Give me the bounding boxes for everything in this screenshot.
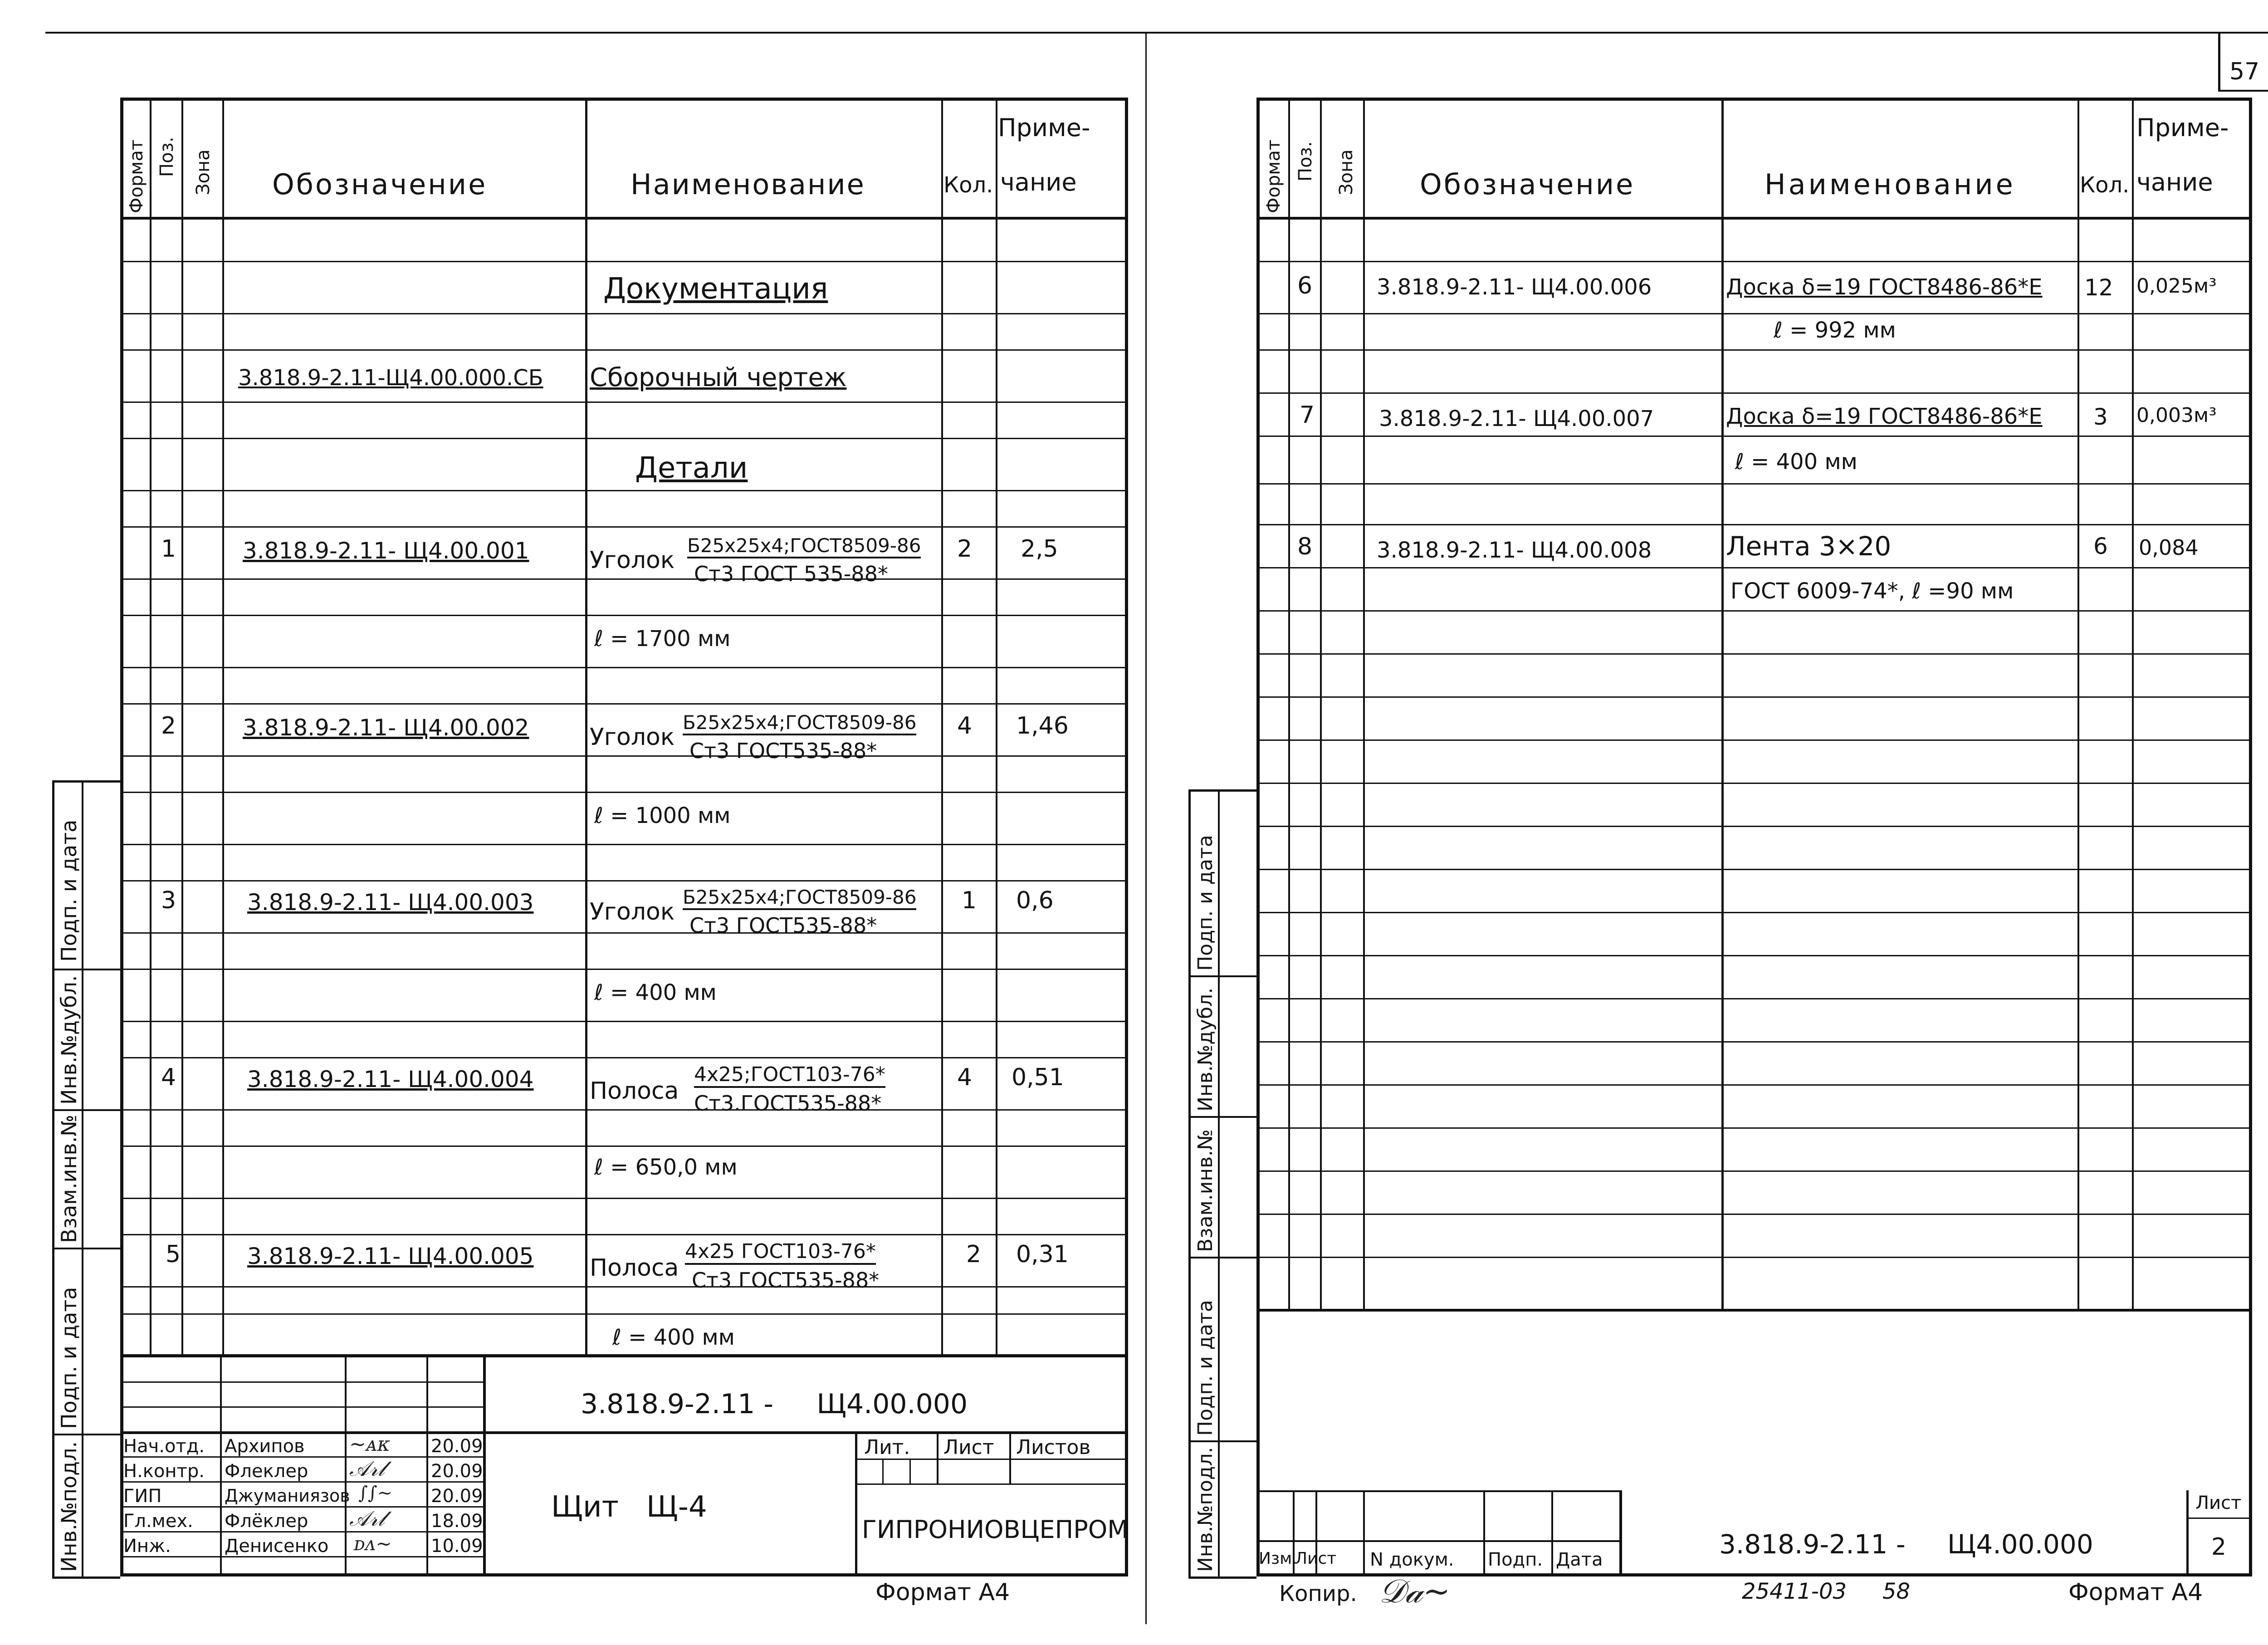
stamp-date: 20.09 <box>431 1436 483 1457</box>
left-stamp-org: ГИПРОНИОВЦЕПРОМ <box>862 1515 1129 1544</box>
row-name-main: Уголок <box>590 547 675 574</box>
left-col-line <box>585 98 587 1356</box>
right-format-label: Формат А4 <box>2068 1579 2203 1606</box>
right-margin-label: Подп. и дата <box>1194 1300 1217 1436</box>
row-name: Лента 3×20 <box>1726 531 1892 562</box>
row-length: ℓ = 650,0 мм <box>594 1155 738 1180</box>
row-pos: 3 <box>161 887 176 914</box>
assembly-name: Сборочный чертеж <box>590 363 847 392</box>
left-col-line <box>222 98 224 1356</box>
signature-3: ∫∫~ <box>358 1483 393 1503</box>
header-name: Наименование <box>631 168 865 201</box>
row-qty: 12 <box>2084 274 2113 301</box>
row-qty: 2 <box>957 535 973 563</box>
right-stamp-doc-number: 3.818.9-2.11 - Щ4.00.000 <box>1719 1529 2093 1560</box>
row-qty: 4 <box>957 1064 973 1091</box>
row-qty: 2 <box>966 1241 982 1268</box>
stamp-date: 20.09 <box>431 1461 483 1482</box>
row-pos: 4 <box>161 1064 176 1091</box>
row-designation: 3.818.9-2.11- Щ4.00.001 <box>243 538 529 564</box>
stamp-role: Инж. <box>123 1536 171 1557</box>
header-name: Наименование <box>1765 168 2016 201</box>
left-stamp-title: Щит Щ-4 <box>551 1490 707 1524</box>
header-note-1: Приме- <box>998 113 1090 142</box>
row-designation: 3.818.9-2.11- Щ4.00.007 <box>1379 406 1654 431</box>
center-fold-line <box>1145 32 1147 1624</box>
right-stamp-col: Изм. <box>1259 1549 1297 1568</box>
left-header-rule <box>120 217 1128 220</box>
row-name-frac-bottom: Ст3 ГОСТ535-88* <box>692 1268 880 1292</box>
row-pos: 7 <box>1300 401 1315 429</box>
right-margin-label: Взам.инв.№ <box>1194 1129 1217 1252</box>
right-stamp-col: N докум. <box>1370 1549 1454 1570</box>
row-name-frac-top: 4х25;ГОСТ103-76* <box>694 1063 885 1088</box>
row-name: Доска δ=19 ГОСТ8486-86*Е <box>1726 404 2043 429</box>
row-name-frac-bottom: Ст3 ГОСТ535-88* <box>689 913 877 938</box>
left-margin-label: Подп. и дата <box>57 819 81 962</box>
row-pos: 5 <box>166 1241 181 1268</box>
right-stamp-col: Дата <box>1556 1549 1603 1570</box>
row-pos: 6 <box>1297 272 1313 299</box>
stamp-date: 18.09 <box>431 1511 483 1532</box>
right-margin-label: Инв.№дубл. <box>1194 987 1217 1111</box>
row-name-main: Уголок <box>590 898 675 925</box>
header-zone: Зона <box>193 149 214 195</box>
section-details: Детали <box>635 451 748 485</box>
right-stamp-col: Подп. <box>1488 1549 1543 1570</box>
row-designation: 3.818.9-2.11- Щ4.00.006 <box>1377 274 1652 300</box>
page-number-box-left <box>2218 32 2220 91</box>
right-stamp-col: Лист <box>1295 1549 1337 1568</box>
row-note: 0,025м³ <box>2136 274 2217 298</box>
bottom-code: 25411-03 <box>1742 1579 1847 1604</box>
stamp-person: Денисенко <box>225 1536 329 1557</box>
header-designation: Обозначение <box>272 168 488 201</box>
right-col-line <box>1363 98 1365 1311</box>
row-qty: 3 <box>2093 404 2108 430</box>
header-qty: Кол. <box>2080 172 2130 198</box>
left-stamp-doc-number: 3.818.9-2.11 - Щ4.00.000 <box>581 1388 968 1420</box>
signature-5: ᴅᴧ~ <box>354 1532 392 1555</box>
header-zone: Зона <box>1336 149 1357 195</box>
stamp-role: Гл.мех. <box>123 1511 193 1532</box>
signature-1: ~ᴀᴋ <box>349 1433 389 1456</box>
signature-2: 𝒜𝓇𝓁 <box>349 1456 385 1481</box>
row-name-frac-top: Б25х25х4;ГОСТ8509-86 <box>687 534 921 558</box>
right-col-line <box>1721 98 1724 1311</box>
stamp-person: Джуманиязов <box>225 1486 350 1506</box>
copy-signature: 𝒟𝒶~ <box>1379 1572 1451 1610</box>
right-margin-label: Подп. и дата <box>1194 835 1217 971</box>
row-qty: 1 <box>962 887 977 914</box>
row-name-main: Полоса <box>590 1077 679 1105</box>
row-name-main: Уголок <box>590 724 675 751</box>
left-col-line <box>941 98 943 1356</box>
header-note-2: чание <box>1000 168 1077 196</box>
left-margin-label: Инв.№дубл. <box>57 975 81 1105</box>
row-length: ℓ = 400 мм <box>1735 449 1857 475</box>
right-stamp-sheet-label: Лист <box>2195 1493 2242 1513</box>
assembly-designation: 3.818.9-2.11-Щ4.00.000.СБ <box>238 365 543 391</box>
copy-label: Копир. <box>1279 1581 1357 1606</box>
row-length: ℓ = 1000 мм <box>594 803 731 828</box>
header-pos: Поз. <box>156 137 177 177</box>
row-name-frac-bottom: Ст3 ГОСТ 535-88* <box>694 562 888 586</box>
row-pos: 8 <box>1297 533 1313 560</box>
row-designation: 3.818.9-2.11- Щ4.00.002 <box>243 715 529 741</box>
left-col-line <box>150 98 152 1356</box>
header-format: Формат <box>126 139 147 213</box>
row-note: 0,51 <box>1012 1064 1064 1091</box>
row-name-frac-bottom: Ст3 ГОСТ535-88* <box>689 739 877 763</box>
row-designation: 3.818.9-2.11- Щ4.00.008 <box>1377 538 1652 563</box>
row-length: ℓ = 1700 мм <box>594 626 731 651</box>
row-name-frac-top: Б25х25х4;ГОСТ8509-86 <box>683 886 916 910</box>
stamp-role: Нач.отд. <box>123 1436 205 1457</box>
left-stamp-lit: Лит. <box>864 1436 910 1459</box>
header-note-1: Приме- <box>2136 113 2229 142</box>
row-designation: 3.818.9-2.11- Щ4.00.004 <box>247 1066 534 1092</box>
left-format-label: Формат А4 <box>875 1579 1010 1606</box>
right-col-line <box>2132 98 2134 1311</box>
row-length: ℓ = 400 мм <box>612 1325 735 1350</box>
row-qty: 6 <box>2093 533 2108 559</box>
right-stamp-sheet-value: 2 <box>2211 1533 2227 1561</box>
row-designation: 3.818.9-2.11- Щ4.00.005 <box>247 1243 534 1269</box>
row-note: 1,46 <box>1016 712 1069 739</box>
page-number: 57 <box>2229 58 2260 85</box>
right-col-line <box>1288 98 1290 1311</box>
page-number-box-bottom <box>2218 90 2268 92</box>
row-note: 2,5 <box>1021 535 1058 563</box>
stamp-date: 10.09 <box>431 1536 483 1557</box>
section-docs: Документация <box>603 272 828 306</box>
right-col-line <box>1320 98 1322 1311</box>
row-name-frac-bottom: Ст3.ГОСТ535-88* <box>694 1091 882 1116</box>
row-pos: 2 <box>161 712 176 739</box>
stamp-role: ГИП <box>123 1486 162 1507</box>
left-col-line <box>996 98 997 1356</box>
header-note-2: чание <box>2136 168 2213 196</box>
left-margin-label: Инв.№подл. <box>57 1441 81 1572</box>
stamp-person: Флеклер <box>225 1461 308 1482</box>
row-note: 0,003м³ <box>2136 404 2217 427</box>
bottom-page: 58 <box>1882 1579 1911 1604</box>
left-stamp-sheets: Листов <box>1016 1436 1091 1459</box>
right-sheet-frame <box>1256 98 2252 1576</box>
top-rule <box>45 32 2268 34</box>
row-name-frac-top: 4х25 ГОСТ103-76* <box>685 1240 876 1265</box>
row-note: 0,084 <box>2139 535 2199 560</box>
row-length: ℓ = 400 мм <box>594 980 717 1005</box>
row-pos: 1 <box>161 535 176 563</box>
right-header-rule <box>1256 217 2252 220</box>
stamp-person: Архипов <box>225 1436 305 1457</box>
header-designation: Обозначение <box>1420 168 1635 201</box>
row-length: ГОСТ 6009-74*, ℓ =90 мм <box>1730 578 2014 604</box>
stamp-person: Флёклер <box>225 1511 308 1532</box>
row-note: 0,31 <box>1016 1241 1069 1268</box>
row-name-frac-top: Б25х25х4;ГОСТ8509-86 <box>683 711 916 735</box>
right-margin-label: Инв.№подл. <box>1194 1447 1217 1572</box>
header-format: Формат <box>1263 139 1284 213</box>
left-margin-label: Подп. и дата <box>57 1287 81 1429</box>
row-qty: 4 <box>957 712 973 739</box>
left-col-line <box>181 98 183 1356</box>
left-margin-label: Взам.инв.№ <box>57 1114 81 1243</box>
header-qty: Кол. <box>943 172 993 198</box>
row-designation: 3.818.9-2.11- Щ4.00.003 <box>247 889 534 916</box>
header-pos: Поз. <box>1295 141 1316 181</box>
row-name: Доска δ=19 ГОСТ8486-86*Е <box>1726 274 2043 300</box>
row-length: ℓ = 992 мм <box>1774 318 1896 343</box>
signature-4: 𝒜𝓇𝓁 <box>349 1506 385 1531</box>
stamp-date: 20.09 <box>431 1486 483 1507</box>
stamp-role: Н.контр. <box>123 1461 205 1482</box>
row-note: 0,6 <box>1016 887 1054 914</box>
row-name-main: Полоса <box>590 1254 679 1282</box>
left-stamp-sheet: Лист <box>943 1436 994 1459</box>
right-col-line <box>2077 98 2079 1311</box>
